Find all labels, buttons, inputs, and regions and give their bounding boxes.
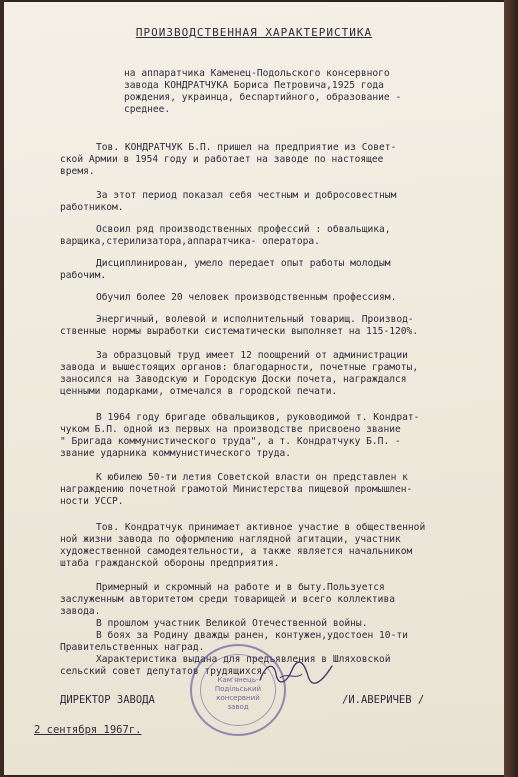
document-title: ПРОИЗВОДСТВЕННАЯ ХАРАКТЕРИСТИКА (135, 26, 373, 39)
header-line: рождения, украинца, беспартийного, образование - (124, 92, 402, 103)
background-edge (504, 0, 518, 777)
header-line: на аппаратчика Каменец-Подольского консервного (124, 68, 390, 79)
paragraph-line: За образцовый труд имеет 12 поощрений от администрации (96, 350, 408, 361)
paragraph-line: К юбилею 50-ти летия Советской власти он представлен к (96, 472, 408, 483)
paragraph-line: заслуженным авторитетом среди товарищей и всего коллектива (60, 594, 396, 605)
paragraph-line: Правительственных наград. (60, 642, 205, 653)
document-date: 2 сентября 1967г. (34, 724, 142, 736)
paragraph-line: " Бригада коммунистического труда", а т. Кондратчуку Б.П. - (60, 436, 401, 447)
paragraph-line: Примерный и скромный на работе и в быту.Пользуется (96, 582, 385, 593)
paragraph-line: Тов. КОНДРАТЧУК Б.П. пришел на предприятие из Совет- (96, 142, 397, 153)
paragraph-line: звание ударника коммунистического труда. (60, 448, 292, 459)
paragraph-line: ственные нормы выработки систематически выполняет на 115-120%. (60, 326, 419, 337)
signature-name: /И.АВЕРИЧЕВ / (342, 694, 425, 706)
document-sheet (4, 2, 504, 775)
paragraph-line: Тов. Кондратчук принимает активное участие в общественной (96, 522, 426, 533)
header-line: среднее. (124, 104, 171, 115)
paragraph-line: Характеристика выдана для предъявления в Шляховской (96, 654, 391, 665)
paragraph-line: варщика,стерилизатора,аппаратчика- оператора. (60, 236, 320, 247)
paragraph-line: завода и вышестоящих органов: благодарности, почетные грамоты, (60, 362, 419, 373)
paragraph-line: В боях за Родину дважды ранен, контужен,удостоен 10-ти (96, 630, 408, 641)
paragraph-line: заносился на Заводскую и Городскую Доски почета, награждался (60, 374, 407, 385)
paragraph-line: Энергичный, волевой и исполнительный товарищ. Производ- (96, 314, 414, 325)
director-signature (256, 658, 336, 688)
paragraph-line: ской Армии в 1954 году и работает на заводе по настоящее (60, 154, 384, 165)
paragraph-line: завода. (60, 606, 101, 617)
paragraph-line: В прошлом участник Великой Отечественной войны. (96, 618, 368, 629)
paragraph-line: награждению почетной грамотой Министерства пищевой промышлен- (60, 484, 413, 495)
paragraph-line: рабочим. (60, 270, 107, 281)
paragraph-line: ценными подарками, отмечался в городской печати. (60, 386, 338, 397)
paragraph-line: работником. (60, 202, 124, 213)
stamp-text: Кам'янець- Подільський консервний завод (214, 676, 262, 711)
paragraph-line: Дисциплинирован, умело передает опыт работы молодым (96, 258, 391, 269)
paragraph-line: За этот период показал себя честным и добросовестным (96, 190, 397, 201)
paragraph-line: время. (60, 166, 95, 177)
paragraph-line: художественной самодеятельности, а также является начальником (60, 546, 413, 557)
paragraph-line: сельский совет депутатов трудящихся. (60, 666, 268, 677)
paragraph-line: Обучил более 20 человек производственным профессиям. (96, 292, 397, 303)
paragraph-line: В 1964 году бригаде обвальщиков, руководимой т. Кондрат- (96, 412, 420, 423)
paragraph-line: ности УССР. (60, 496, 124, 507)
signature-title: ДИРЕКТОР ЗАВОДА (60, 694, 155, 706)
paragraph-line: ной жизни завода по оформлению наглядной агитации, участник (60, 534, 401, 545)
paragraph-line: штаба гражданской обороны предприятия. (60, 558, 280, 569)
paragraph-line: чуком Б.П. одной из первых на производстве присвоено звание (60, 424, 401, 435)
header-line: завода КОНДРАТЧУКА Бориса Петровича,1925 года (124, 80, 384, 91)
paragraph-line: Освоил ряд производственных профессий : обвальщика, (96, 224, 391, 235)
